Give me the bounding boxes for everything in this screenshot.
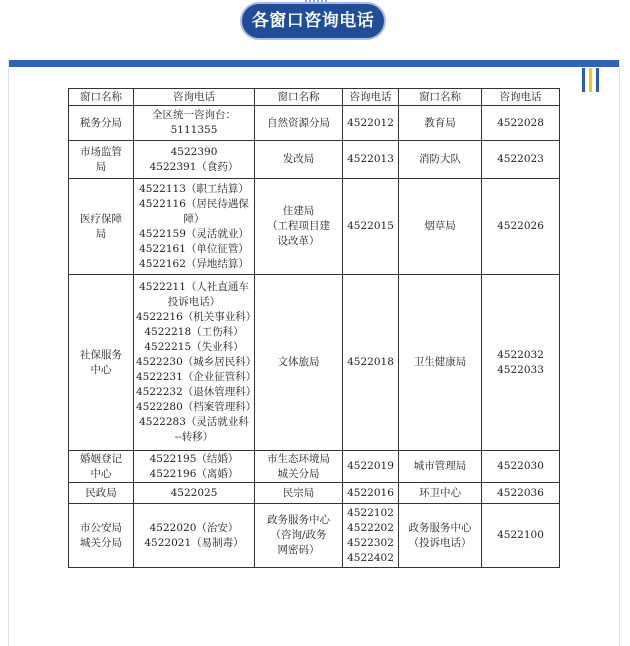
cell-line: 4522021（易制毒） [144,536,244,549]
cell-line: 4522032 [497,348,544,361]
cell-line: 发改局 [282,153,315,165]
header-phone: 咨询电话 [134,89,255,106]
cell-line: 4522030 [497,460,544,472]
cell-line: 局 [95,227,107,240]
panel-top-bar [9,60,619,67]
cell-line: 城关分局 [80,536,122,549]
phone-cell [343,275,399,451]
cell-line: 政务服务中心 [408,521,472,534]
cell-line: 4522036 [497,486,544,499]
contact-table [68,88,560,568]
table-row [69,504,560,568]
cell-line: 4522280（档案管理科） [136,401,257,413]
phone-cell [343,179,399,275]
cell-line: 网密码） [277,544,320,556]
window-name-cell [399,451,482,483]
cell-line: 4522028 [497,116,544,129]
cell-line: 4522161（单位征管） [139,242,249,255]
cell-line: 4522013 [347,153,394,165]
phone-cell [482,141,560,179]
cell-line: 市生态环境局 [267,452,330,465]
table-body [69,106,560,568]
cell-line: 4522302 [347,536,394,549]
table-row [69,141,560,179]
cell-line: 卫生健康局 [413,356,467,368]
window-name-cell [399,483,482,504]
phone-cell [482,179,560,275]
cell-line: 市公安局 [80,521,122,534]
header-phone: 咨询电话 [343,89,399,106]
window-name-cell [69,451,134,483]
phone-cell [482,483,560,504]
cell-line: 设改革） [277,235,320,247]
cell-line: 4522196（离婚） [149,467,239,480]
cell-line: 4522402 [347,551,394,564]
header-window-name: 窗口名称 [399,89,482,106]
cell-line: 城关分局 [277,467,320,480]
cell-line: 政务服务中心 [267,514,330,526]
window-name-cell [69,179,134,275]
window-name-cell [69,504,134,568]
cell-line: 医疗保障 [80,212,122,225]
cell-line: 市场监管 [80,145,122,158]
phone-cell [134,504,255,568]
window-name-cell [69,483,134,504]
phone-cell [134,179,255,275]
window-name-cell [399,179,482,275]
cell-line: 教育局 [424,116,456,129]
phone-cell [134,275,255,451]
window-name-cell [399,504,482,568]
phone-cell [134,141,255,179]
window-name-cell [399,106,482,141]
header-window-name: 窗口名称 [69,89,134,106]
phone-cell [482,451,560,483]
cell-line: 4522215（失业科） [144,341,244,353]
cell-line: 城市管理局 [413,460,467,472]
cell-line: 婚姻登记 [80,452,122,465]
header-window-name: 窗口名称 [255,89,343,106]
table-row [69,483,560,504]
cell-line: 4522391（食药） [149,160,239,173]
window-name-cell [255,275,343,451]
cell-line: 局 [95,160,107,173]
decor-stripe-blue [582,68,585,92]
cell-line: 4522202 [347,521,394,534]
cell-line: 4522023 [497,153,544,165]
table-row [69,179,560,275]
cell-line: （投诉电话） [408,536,472,549]
cell-line: 税务分局 [80,116,122,129]
phone-cell [343,106,399,141]
window-name-cell [255,451,343,483]
window-name-cell [255,483,343,504]
cell-line: 4522102 [347,506,394,519]
cell-line: 4522113（职工结算） [139,182,249,195]
cell-line: 4522100 [497,529,544,541]
table-row [69,275,560,451]
cell-line: 社保服务 [80,348,122,361]
cell-line: 4522018 [347,356,394,368]
cell-line: 中心 [90,363,112,376]
cell-line: 消防大队 [419,153,461,165]
cell-line: 4522216（机关事业科） [136,311,257,323]
phone-cell [343,141,399,179]
phone-cell [134,483,255,504]
page-title: 各窗口咨询电话 [242,4,384,38]
decor-stripe-blue-2 [596,68,599,92]
cell-line: 自然资源分局 [267,116,330,129]
cell-line: 4522025 [170,486,218,499]
cell-line: （咨询/政务 [270,529,327,541]
cell-line: 4522159（灵活就业） [139,227,249,240]
window-name-cell [69,141,134,179]
cell-line: 烟草局 [424,220,456,232]
window-name-cell [69,275,134,451]
cell-line: （工程项目建 [267,220,330,232]
window-name-cell [255,106,343,141]
cell-line: 4522231（企业征管科） [136,371,257,383]
window-name-cell [255,141,343,179]
cell-line: 5111355 [170,124,218,136]
cell-line: 4522211（人社直通车 [139,281,249,293]
window-name-cell [255,179,343,275]
cell-line: 4522232（退休管理科） [136,386,257,398]
phone-cell [134,451,255,483]
phone-cell [343,504,399,568]
table-header-row [69,89,560,106]
window-name-cell [69,106,134,141]
cell-line: 文体旅局 [277,356,320,368]
cell-line: 4522390 [170,145,218,158]
cell-line: 4522020（治安） [149,521,239,534]
cell-line: 4522218（工伤科） [144,326,244,338]
cell-line: 全区统一咨询台： [152,109,236,121]
cell-line: 4522012 [347,116,394,129]
cell-line: 民政局 [85,486,117,499]
cell-line: 4522033 [497,363,544,376]
window-name-cell [255,504,343,568]
phone-cell [134,106,255,141]
cell-line: 4522019 [347,460,394,472]
window-name-cell [399,141,482,179]
cell-line: 住建局 [282,205,315,217]
table-row [69,106,560,141]
cell-line: 4522116（居民待遇保 [139,197,249,210]
cell-line: 4522026 [497,220,544,232]
cell-line: 4522283（灵活就业科 [139,416,249,428]
decor-stripe-yellow [589,68,592,92]
cell-line: 4522162（异地结算） [139,257,249,270]
phone-cell [343,451,399,483]
table-row [69,451,560,483]
cell-line: 环卫中心 [419,486,461,499]
header-phone: 咨询电话 [482,89,560,106]
phone-cell [482,504,560,568]
phone-cell [482,275,560,451]
phone-cell [343,483,399,504]
window-name-cell [399,275,482,451]
phone-cell [482,106,560,141]
cell-line: 中心 [90,467,112,480]
cell-line: 民宗局 [282,486,315,499]
cell-line: 4522230（城乡居民科） [136,356,257,368]
cell-line: 投诉电话） [167,296,221,308]
cell-line: 4522016 [347,486,394,499]
cell-line: 障） [183,212,205,225]
cell-line: 4522015 [347,220,394,232]
cell-line: 4522195（结婚） [149,452,239,465]
cell-line: --转移） [174,431,214,443]
